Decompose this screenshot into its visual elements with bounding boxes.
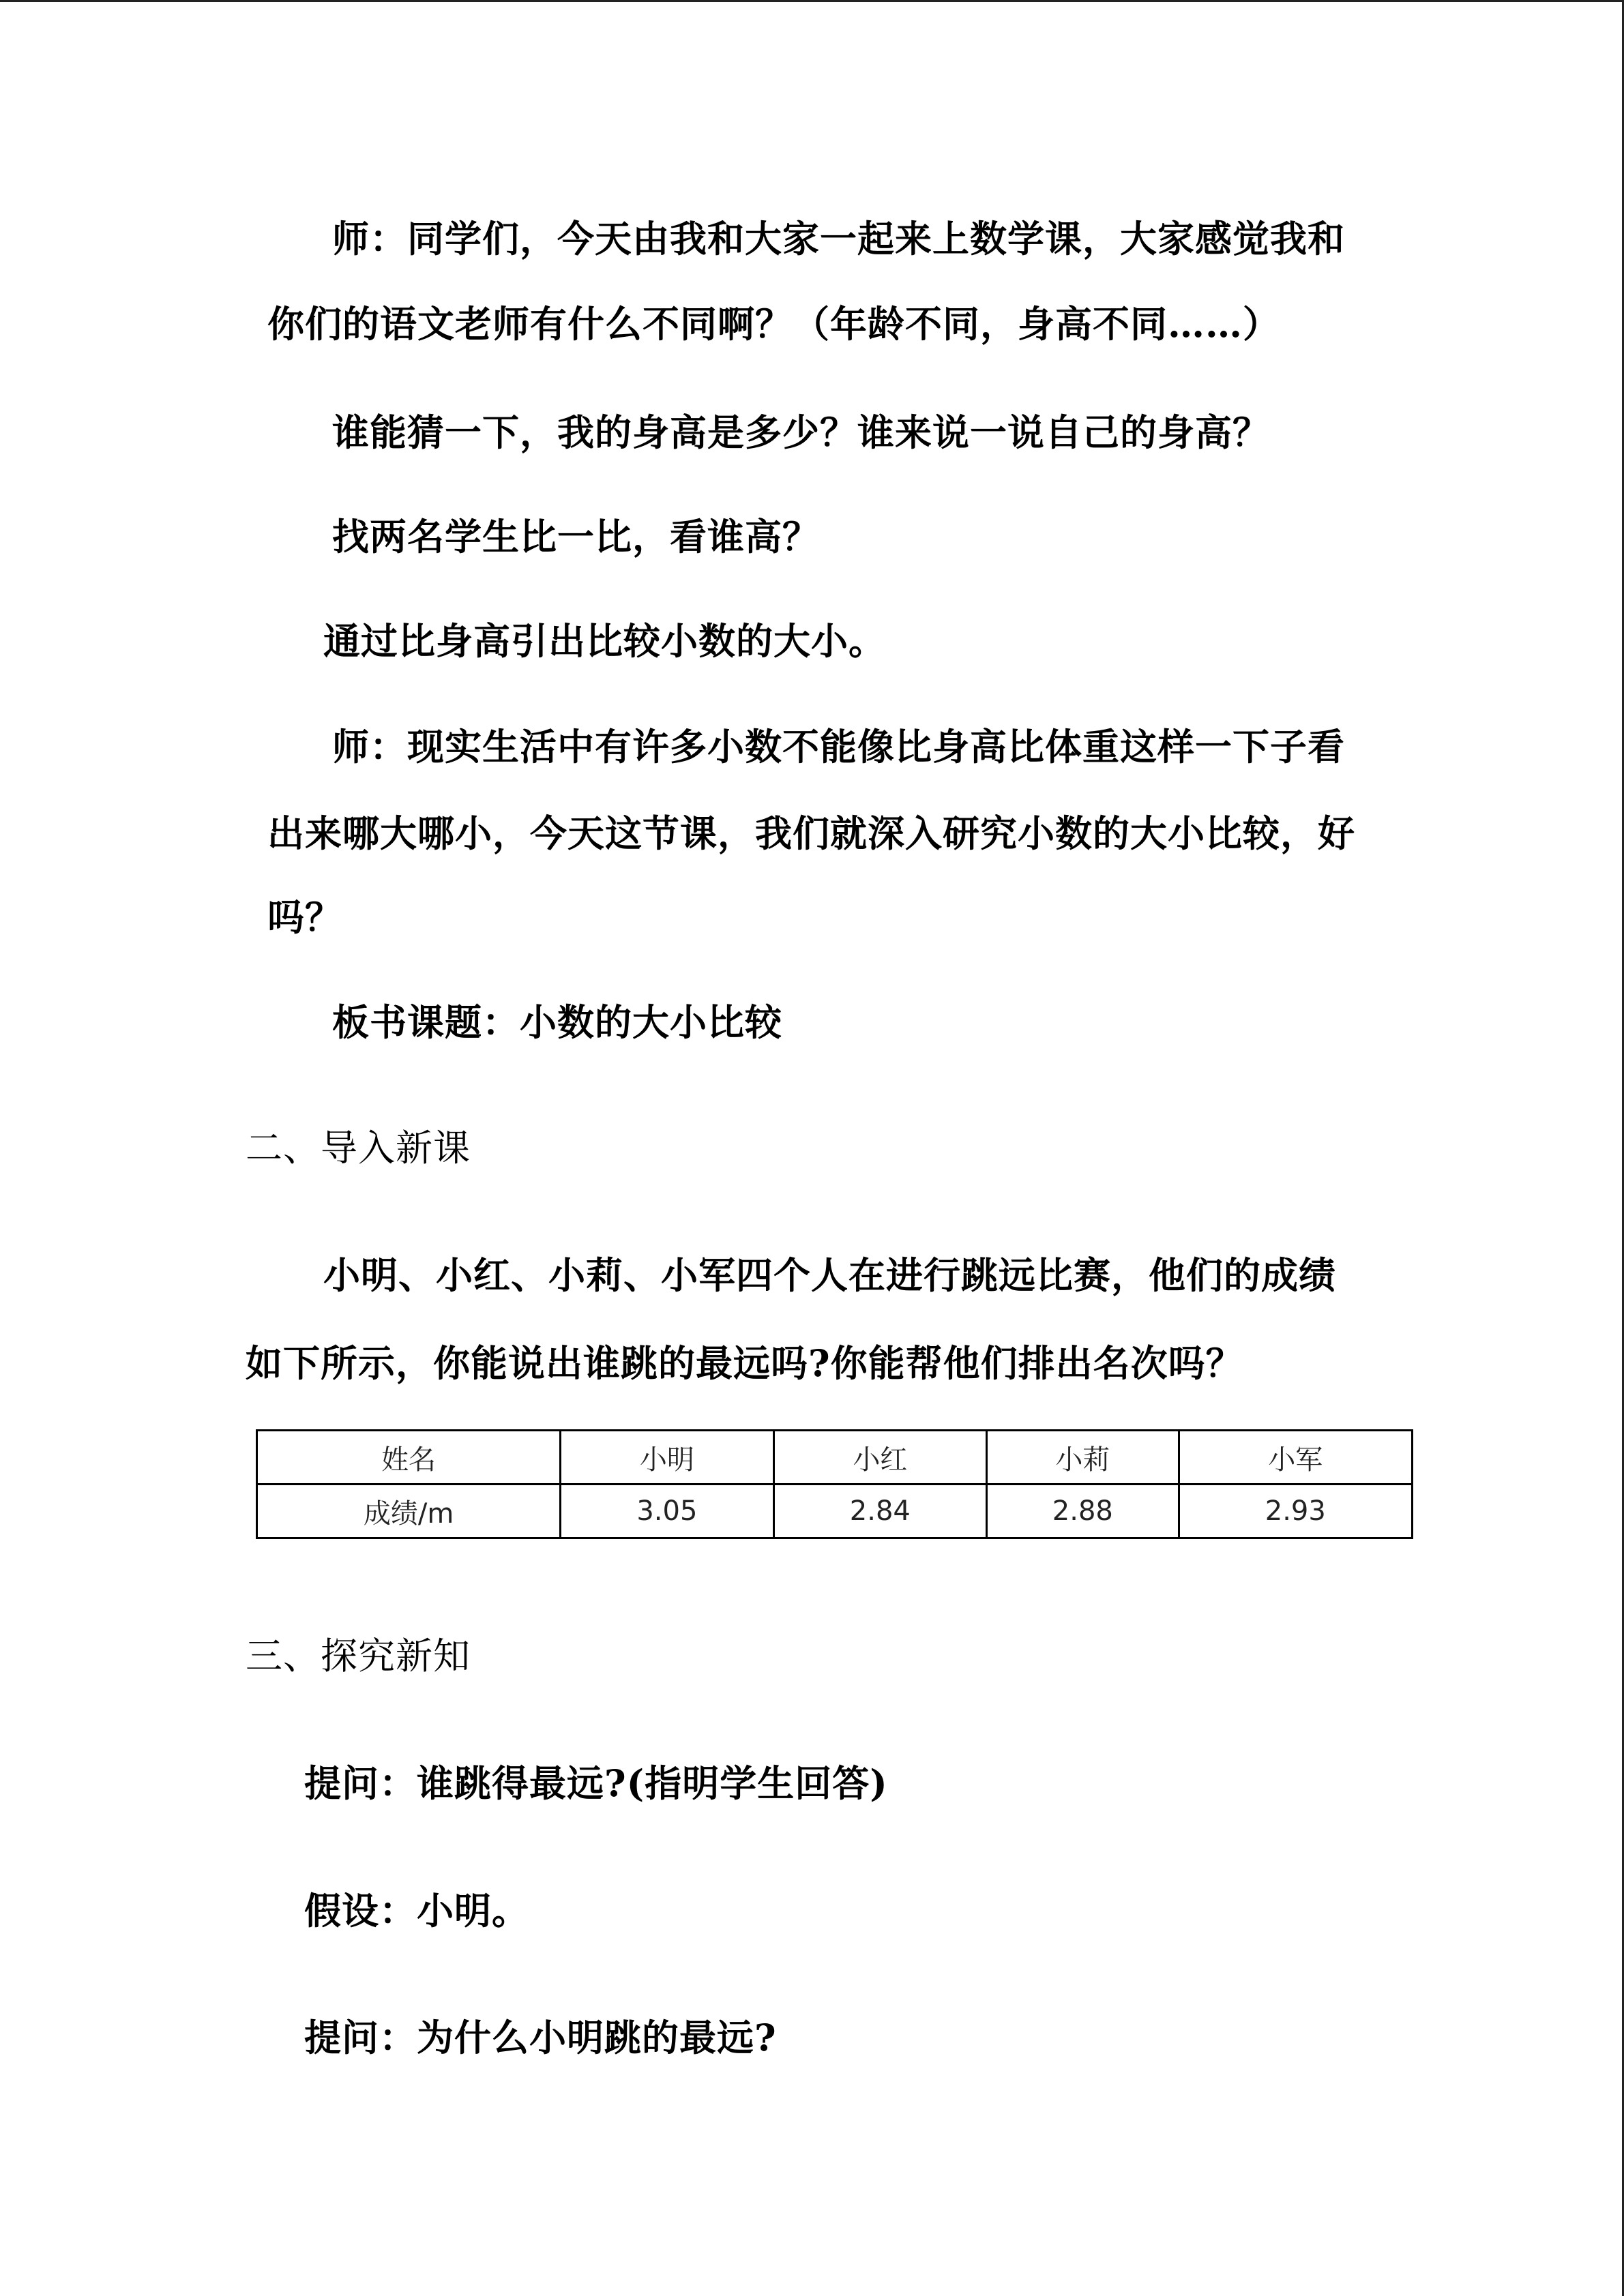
- paragraph-compare-students: 找两名学生比一比，看谁高？: [332, 515, 820, 558]
- table-cell-xiaojun: 小军: [1179, 1431, 1412, 1485]
- table-cell-score-label: 成绩/m: [257, 1485, 561, 1538]
- paragraph-teacher-real-life-line3: 吗？: [267, 895, 342, 939]
- table-cell-score-xiaohong: 2.84: [773, 1485, 986, 1538]
- paragraph-teacher-intro-line1: 师：同学们，今天由我和大家一起来上数学课，大家感觉我和: [332, 217, 1345, 260]
- table-data-row: [257, 1485, 1413, 1538]
- paragraph-assumption-xiaoming: 假设：小明。: [304, 1889, 529, 1933]
- paragraph-lesson-title: 板书课题：小数的大小比较: [332, 1000, 782, 1044]
- table-cell-score-xiaoming: 3.05: [561, 1485, 773, 1538]
- paragraph-question-why: 提问：为什么小明跳的最远?: [304, 2016, 777, 2059]
- paragraph-teacher-real-life-line2: 出来哪大哪小，今天这节课，我们就深入研究小数的大小比较，好: [267, 811, 1355, 855]
- paragraph-introduce-decimals: 通过比身高引出比较小数的大小。: [323, 619, 886, 663]
- section-heading-explore: 三、探究新知: [246, 1635, 471, 1678]
- long-jump-scores-table: [256, 1429, 1413, 1539]
- page-border-top: [0, 0, 1624, 2]
- table-cell-xiaoming: 小明: [561, 1431, 773, 1485]
- paragraph-guess-height: 谁能猜一下，我的身高是多少？谁来说一说自己的身高？: [332, 411, 1270, 454]
- table-cell-name-label: 姓名: [257, 1431, 561, 1485]
- table-cell-score-xiaoli: 2.88: [987, 1485, 1179, 1538]
- paragraph-question-who-farthest: 提问：谁跳得最远?(指明学生回答): [304, 1761, 888, 1805]
- paragraph-long-jump-line2: 如下所示，你能说出谁跳的最远吗?你能帮他们排出名次吗？: [246, 1341, 1243, 1385]
- paragraph-long-jump-line1: 小明、小红、小莉、小军四个人在进行跳远比赛，他们的成绩: [323, 1253, 1336, 1297]
- table-header-row: [257, 1431, 1413, 1485]
- table-cell-xiaoli: 小莉: [987, 1431, 1179, 1485]
- paragraph-teacher-real-life-line1: 师：现实生活中有许多小数不能像比身高比体重这样一下子看: [332, 725, 1345, 769]
- table-cell-xiaohong: 小红: [773, 1431, 986, 1485]
- table-cell-score-xiaojun: 2.93: [1179, 1485, 1412, 1538]
- section-heading-introduce: 二、导入新课: [246, 1127, 471, 1169]
- paragraph-teacher-intro-line2: 你们的语文老师有什么不同啊？（年龄不同，身高不同……）: [267, 302, 1280, 346]
